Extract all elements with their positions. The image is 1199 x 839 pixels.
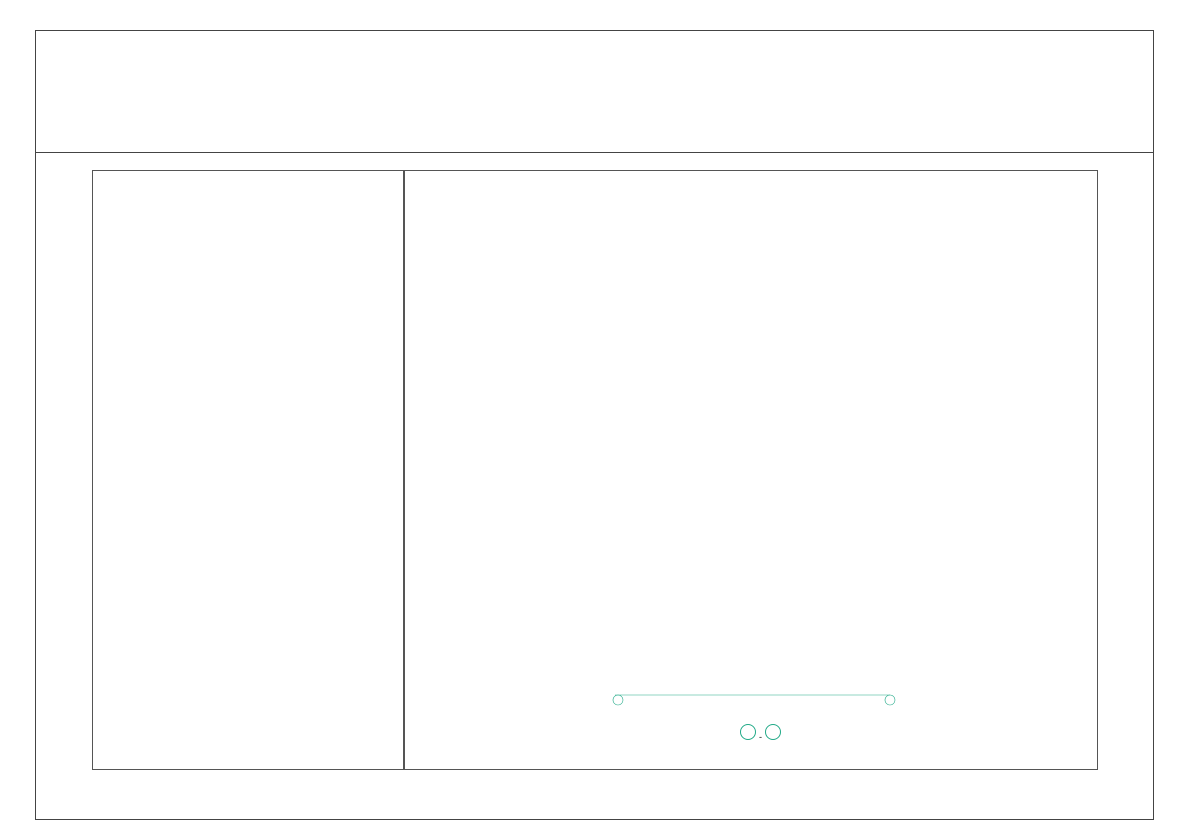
- title-bar: [35, 30, 1154, 153]
- elevation-drawing: [410, 240, 1090, 710]
- axis-end-circle: [765, 724, 781, 740]
- axis-start-circle: [740, 724, 756, 740]
- elevation-caption: -: [740, 724, 784, 743]
- notice-panel: [92, 170, 404, 770]
